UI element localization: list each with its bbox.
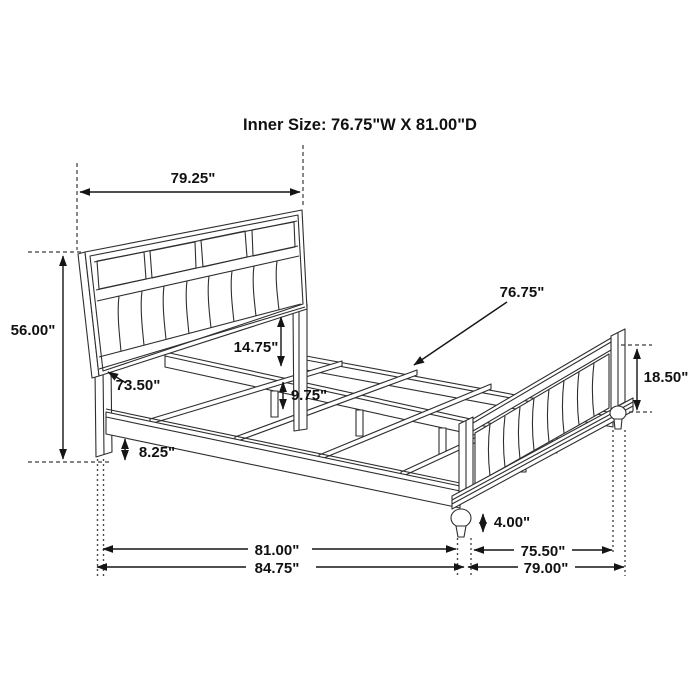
dim-label-panel-to-slats-gap: 14.75" — [233, 339, 279, 356]
dim-label-inner-depth: 81.00" — [254, 542, 300, 559]
dim-footboard-inner-width — [474, 543, 612, 560]
dim-overall-depth — [97, 560, 464, 577]
footboard-upholstered-panel — [475, 354, 609, 484]
dim-label-rail-floor-clearance: 8.25" — [138, 444, 176, 461]
footboard — [451, 329, 633, 537]
dim-label-footboard-width: 79.00" — [523, 560, 569, 577]
diagram-title: Inner Size: 76.75"W X 81.00"D — [243, 116, 477, 134]
dim-headboard-inner-width — [108, 372, 160, 394]
dim-label-headboard-inner-width: 73.50" — [115, 377, 161, 394]
dim-label-foot-height: 4.00" — [493, 514, 531, 531]
dim-label-slat-floor-clearance: 9.75" — [290, 387, 328, 404]
dim-slat-inner-width — [414, 284, 544, 365]
dim-label-slat-inner-width: 76.75" — [499, 284, 545, 301]
dim-label-headboard-height: 56.00" — [10, 322, 56, 339]
dim-label-footboard-height: 18.50" — [643, 369, 689, 386]
dim-label-footboard-inner-width: 75.50" — [520, 543, 566, 560]
dim-inner-depth — [103, 542, 456, 559]
dim-label-overall-depth: 84.75" — [254, 560, 300, 577]
dim-label-headboard-width: 79.25" — [170, 170, 216, 187]
dim-foot-height — [483, 514, 530, 532]
dim-footboard-width — [468, 560, 624, 577]
bed-frame — [78, 210, 633, 537]
